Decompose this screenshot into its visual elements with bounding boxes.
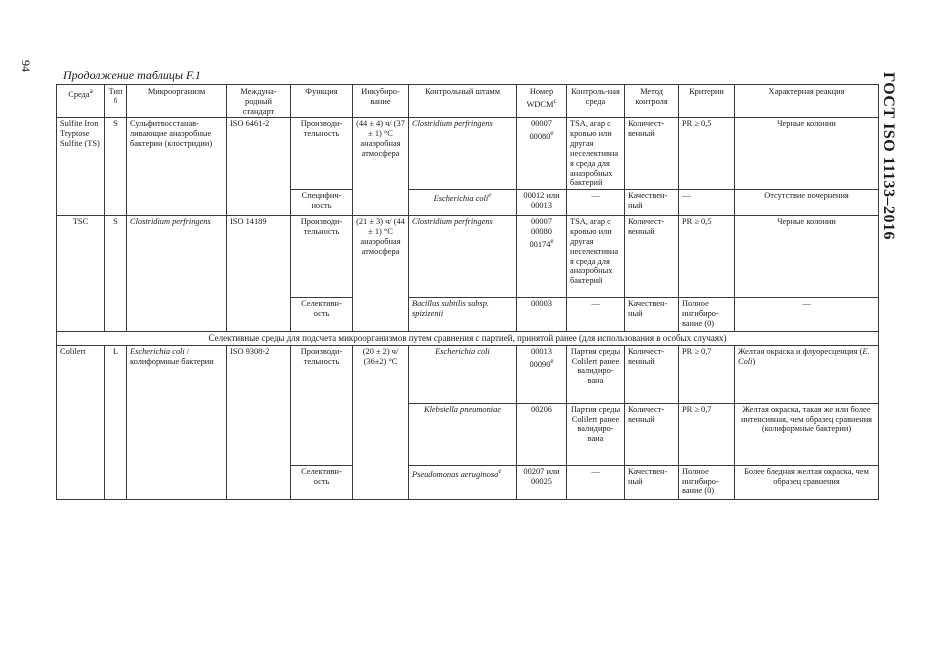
cell-method: Качествен-ный — [625, 190, 679, 216]
cell-wdcm: 00003 — [517, 298, 567, 332]
cell-type: S — [105, 118, 127, 216]
cell-medium: TSC — [57, 216, 105, 332]
header-incubation: Инкубиро-вание — [353, 85, 409, 118]
cell-method: Количест-венный — [625, 403, 679, 465]
cell-method: Количест-венный — [625, 345, 679, 403]
cell-method: Количест-венный — [625, 216, 679, 298]
cell-strain: Escherichia coli — [409, 345, 517, 403]
section-row — [57, 332, 879, 346]
cell-medium: Colilert — [57, 345, 105, 499]
table-caption: Продолжение таблицы F.1 — [63, 68, 201, 82]
cell-reference-medium: Партия среды Colilert ранее валидиро-вана — [567, 403, 625, 465]
header-standard: Междуна-родный стандарт — [227, 85, 291, 118]
cell-method: Качествен-ный — [625, 298, 679, 332]
cell-strain: Klebsiella pneumoniae — [409, 403, 517, 465]
cell-function: Производи-тельность — [291, 118, 353, 190]
cell-reference-medium: — — [567, 190, 625, 216]
cell-wdcm: 00207 или 00025 — [517, 465, 567, 499]
cell-microorganism: Clostridium perfringens — [127, 216, 227, 332]
cell-medium: Sulfite Iron Tryptose Sulfite (TS) — [57, 118, 105, 216]
cell-wdcm: 00007 00080 00174e — [517, 216, 567, 298]
cell-reaction: Отсутствие почернения — [735, 190, 879, 216]
cell-strain: Clostridium perfringens — [409, 118, 517, 190]
cell-function: Селективн-ость — [291, 298, 353, 332]
header-criteria: Критерии — [679, 85, 735, 118]
cell-incubation: (44 ± 4) ч/ (37 ± 1) °C анаэробная атмосфера — [353, 118, 409, 216]
cell-reference-medium: Партия среды Colilert ранее валидиро-вана — [567, 345, 625, 403]
header-type: Тип$^б$ — [105, 85, 127, 118]
cell-reaction: Желтая окраска и флуоресценция (E. Coli) — [735, 345, 879, 403]
cell-function: Производи-тельность — [291, 345, 353, 465]
cell-criteria: PR ≥ 0,5 — [679, 216, 735, 298]
cell-criteria: — — [679, 190, 735, 216]
cell-criteria: PR ≥ 0,7 — [679, 403, 735, 465]
table-row — [57, 345, 879, 403]
cell-standard: ISO 9308-2 — [227, 345, 291, 499]
cell-microorganism: Сульфитвосстанав-ливающие анаэробные бактерии (клостридии) — [127, 118, 227, 216]
cell-wdcm: 00206 — [517, 403, 567, 465]
cell-criteria: PR ≥ 0,5 — [679, 118, 735, 190]
page-number: 94 — [19, 60, 33, 72]
cell-wdcm: 00007 00080e — [517, 118, 567, 190]
cell-reference-medium: TSA, агар с кровью или другая неселективная среда для анаэробных бактерий — [567, 216, 625, 298]
cell-method: Качествен-ный — [625, 465, 679, 499]
cell-incubation: (21 ± 3) ч/ (44 ± 1) °C анаэробная атмосфера — [353, 216, 409, 332]
cell-reaction: Более бледная желтая окраска, чем образец сравнения — [735, 465, 879, 499]
cell-wdcm: 00013 00090e — [517, 345, 567, 403]
cell-strain: Bacillus subtilis subsp. spizizenii — [409, 298, 517, 332]
header-control-strain: Контрольный штамм — [409, 85, 517, 118]
media-table — [56, 84, 879, 500]
cell-method: Количест-венный — [625, 118, 679, 190]
cell-strain: Clostridium perfringens — [409, 216, 517, 298]
table-row — [57, 118, 879, 190]
header-function: Функция — [291, 85, 353, 118]
cell-criteria: PR ≥ 0,7 — [679, 345, 735, 403]
table-row — [57, 216, 879, 298]
header-row — [57, 85, 879, 118]
header-reaction: Характерная реакция — [735, 85, 879, 118]
cell-reference-medium: — — [567, 465, 625, 499]
cell-function: Производи-тельность — [291, 216, 353, 298]
header-reference-medium: Контроль-ная среда — [567, 85, 625, 118]
cell-strain: Pseudomonas aeruginosa$^e$ — [409, 465, 517, 499]
cell-reaction: Желтая окраска, такая же или более интенсивная, чем образец сравнения (колиформные бактерии) — [735, 403, 879, 465]
cell-microorganism: Escherichia coli /колиформные бактерии — [127, 345, 227, 499]
header-medium: Среда$^а$ — [57, 85, 105, 118]
header-wdcm: Номер $WDCM^с$ — [517, 85, 567, 118]
cell-function: Селективн-ость — [291, 465, 353, 499]
cell-wdcm: 00012 или 00013 — [517, 190, 567, 216]
cell-reference-medium: TSA, агар с кровью или другая неселективная среда для анаэробных бактерий — [567, 118, 625, 190]
cell-standard: ISO 6461-2 — [227, 118, 291, 216]
cell-criteria: Полное ингибиро-вание (0) — [679, 298, 735, 332]
section-title: Селективные среды для подсчета микроорганизмов путем сравнения с партией, принятой ранее (для использования в особых случаях) — [57, 332, 879, 346]
cell-reaction: — — [735, 298, 879, 332]
cell-type: S — [105, 216, 127, 332]
cell-incubation: (20 ± 2) ч/ (36±2) °C — [353, 345, 409, 499]
cell-type: L — [105, 345, 127, 499]
cell-criteria: Полное ингибиро-вание (0) — [679, 465, 735, 499]
cell-standard: ISO 14189 — [227, 216, 291, 332]
cell-reference-medium: — — [567, 298, 625, 332]
cell-reaction: Черные колонии — [735, 118, 879, 190]
standard-code: ГОСТ ISO 11133–2016 — [880, 72, 897, 240]
header-method: Метод контроля — [625, 85, 679, 118]
cell-function: Специфич-ность — [291, 190, 353, 216]
cell-strain: Escherichia coli$^e$ — [409, 190, 517, 216]
header-microorganism: Микроорганизм — [127, 85, 227, 118]
cell-reaction: Черные колонии — [735, 216, 879, 298]
